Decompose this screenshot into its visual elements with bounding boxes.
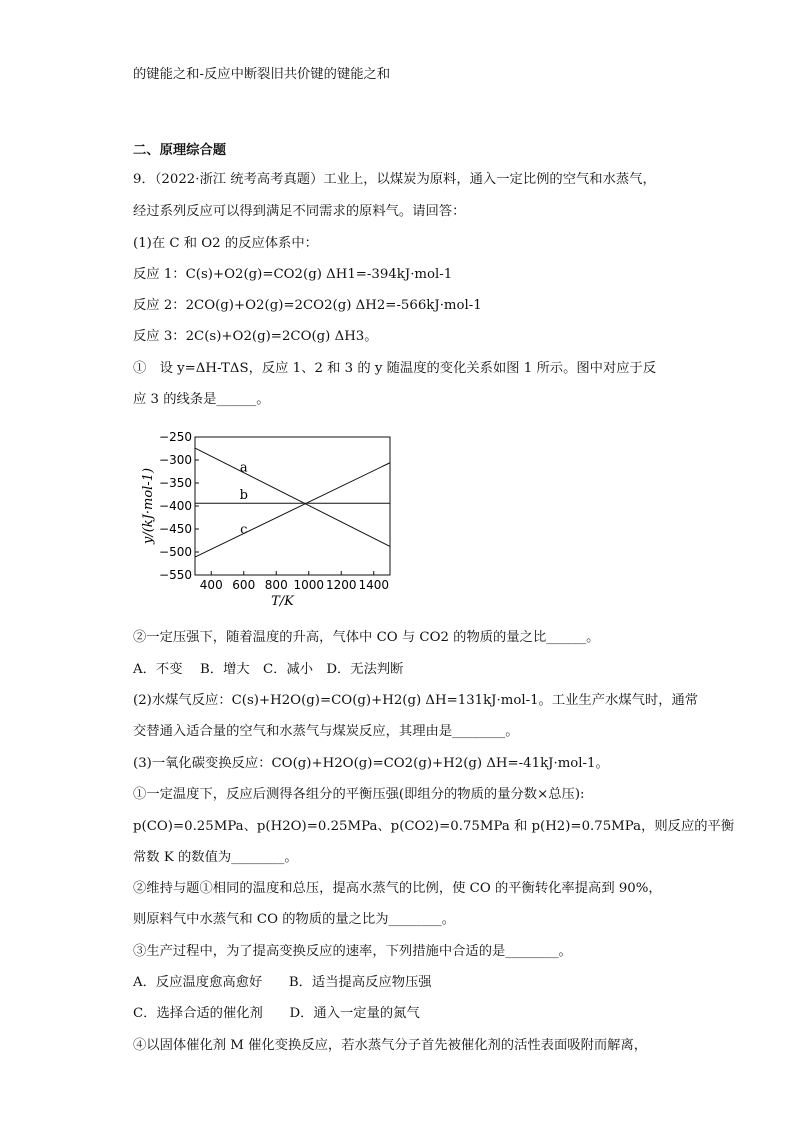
part-3-q3-options-cd: C．选择合适的催化剂 D．通入一定量的氮气 bbox=[133, 1006, 420, 1021]
part-3-q1-data: p(CO)=0.25MPa、p(H2O)=0.25MPa、p(CO2)=0.75MPa 和 p(H2)=0.75MPa，则反应的平衡 bbox=[133, 819, 735, 834]
sub-question-2-options: A．不变 B．增大 C．减小 D．无法判断 bbox=[133, 662, 404, 677]
series-label-c: c bbox=[240, 522, 248, 538]
part-2-stem: (2)水煤气反应：C(s)+H2O(g)=CO(g)+H2(g) ΔH=131kJ·mol-1。工业生产水煤气时，通常 bbox=[133, 693, 699, 708]
reaction-3: 反应 3：2C(s)+O2(g)=2CO(g) ΔH3。 bbox=[133, 329, 378, 344]
x-tick-label: 600 bbox=[232, 578, 256, 592]
sub-question-1-cont: 应 3 的线条是______。 bbox=[133, 392, 270, 407]
sub-question-2: ②一定压强下，随着温度的升高，气体中 CO 与 CO2 的物质的量之比______。 bbox=[133, 630, 600, 645]
plot-frame bbox=[195, 437, 390, 575]
x-tick-label: 1000 bbox=[293, 578, 325, 592]
y-tick-label: −500 bbox=[159, 545, 192, 559]
series-label-a: a bbox=[239, 460, 248, 476]
y-tick-label: −300 bbox=[159, 453, 192, 467]
y-tick-label: −450 bbox=[159, 522, 192, 536]
part-3-q3-options-ab: A．反应温度愈高愈好 B．适当提高反应物压强 bbox=[133, 975, 432, 990]
part-3-q2: ②维持与题①相同的温度和总压，提高水蒸气的比例，使 CO 的平衡转化率提高到 90%， bbox=[133, 881, 662, 896]
reaction-1: 反应 1：C(s)+O2(g)=CO2(g) ΔH1=-394kJ·mol-1 bbox=[133, 267, 453, 282]
series-line-a bbox=[195, 448, 390, 546]
part-3-stem: (3)一氧化碳变换反应：CO(g)+H2O(g)=CO2(g)+H2(g) ΔH=-41kJ·mol-1。 bbox=[133, 756, 609, 771]
y-tick-label: −350 bbox=[159, 476, 192, 490]
question-9-stem: 9．（2022·浙江 统考高考真题）工业上，以煤炭为原料，通入一定比例的空气和水蒸气， bbox=[133, 172, 656, 187]
reaction-2: 反应 2：2CO(g)+O2(g)=2CO2(g) ΔH2=-566kJ·mol-1 bbox=[133, 298, 482, 313]
part-1-intro: (1)在 C 和 O2 的反应体系中： bbox=[133, 236, 318, 251]
section-heading: 二、原理综合题 bbox=[133, 143, 227, 158]
x-tick-label: 1200 bbox=[325, 578, 357, 592]
x-tick-label: 400 bbox=[199, 578, 223, 592]
part-3-q1-cont: 常数 K 的数值为________。 bbox=[133, 850, 298, 865]
part-2-stem-cont: 交替通入适合量的空气和水蒸气与煤炭反应，其理由是________。 bbox=[133, 724, 519, 739]
text-line-1: 的键能之和-反应中断裂旧共价键的键能之和 bbox=[133, 67, 391, 82]
series-line-c bbox=[195, 460, 390, 557]
y-tick-label: −250 bbox=[159, 430, 192, 444]
part-3-q4: ④以固体催化剂 M 催化变换反应，若水蒸气分子首先被催化剂的活性表面吸附而解离， bbox=[133, 1038, 648, 1053]
x-tick-label: 1400 bbox=[358, 578, 390, 592]
y-tick-label: −550 bbox=[159, 568, 192, 582]
x-axis-label: T/K bbox=[271, 594, 294, 609]
sub-question-1: ① 设 y=ΔH-TΔS，反应 1、2 和 3 的 y 随温度的变化关系如图 1 所示。图中对应于反 bbox=[133, 361, 657, 376]
question-9-stem-cont: 经过系列反应可以得到满足不同需求的原料气。请回答： bbox=[133, 204, 466, 219]
y-tick-label: −400 bbox=[159, 499, 192, 513]
series-label-b: b bbox=[239, 488, 248, 504]
part-3-q1: ①一定温度下，反应后测得各组分的平衡压强(即组分的物质的量分数×总压): bbox=[133, 787, 585, 802]
x-tick-label: 800 bbox=[264, 578, 288, 592]
part-3-q3: ③生产过程中，为了提高变换反应的速率，下列措施中合适的是________。 bbox=[133, 944, 572, 959]
part-3-q2-cont: 则原料气中水蒸气和 CO 的物质的量之比为________。 bbox=[133, 912, 456, 927]
figure-1-chart bbox=[140, 425, 400, 610]
y-axis-label: y/(kJ·mol-1) bbox=[141, 467, 156, 545]
